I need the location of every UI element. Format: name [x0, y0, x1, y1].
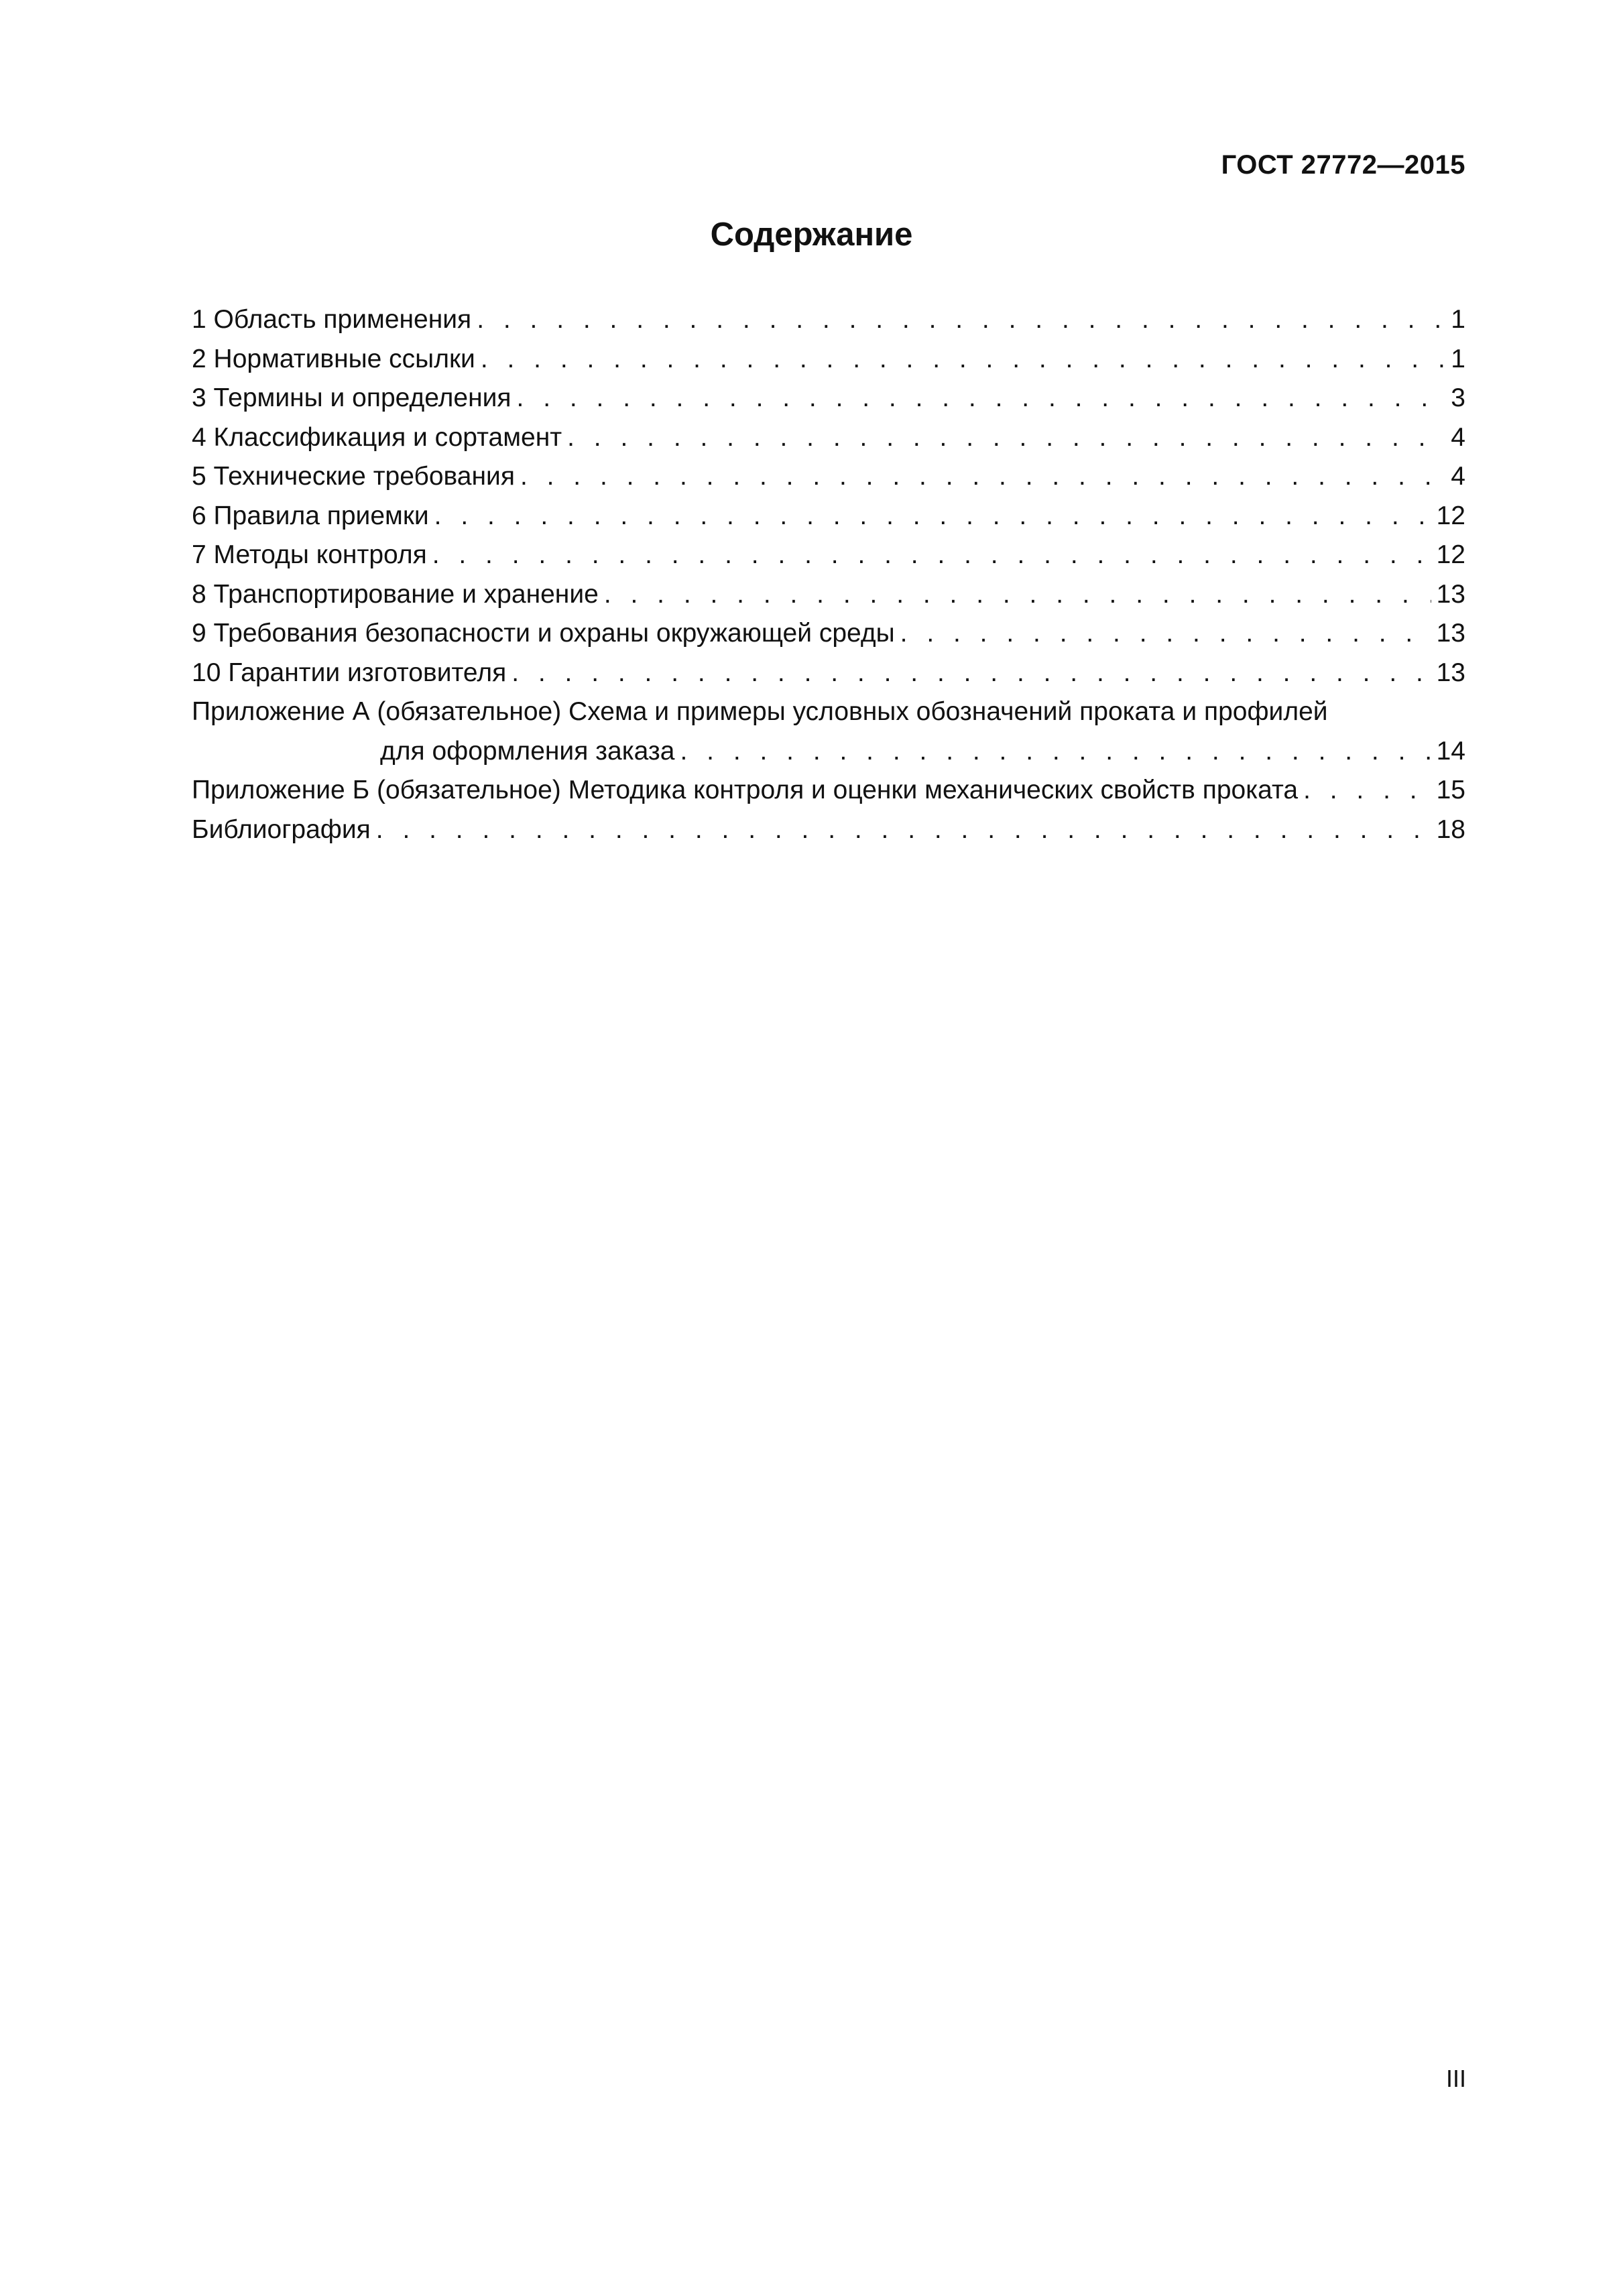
toc-entry-label: Библиография — [192, 814, 371, 844]
toc-entry-page: 1 — [1451, 344, 1465, 373]
toc-entry-appendix-a[interactable] — [192, 692, 1465, 771]
toc-entry-page: 4 — [1451, 422, 1465, 452]
toc-entry-page: 13 — [1436, 619, 1465, 648]
toc-dot-leader — [567, 418, 1445, 458]
toc-entry-label: 8 Транспортирование и хранение — [192, 579, 599, 609]
toc-entry[interactable] — [192, 654, 1465, 693]
toc-entry-page: 15 — [1436, 776, 1465, 804]
toc-dot-leader — [680, 732, 1431, 772]
toc-entry[interactable] — [192, 771, 1465, 810]
toc-entry[interactable] — [192, 536, 1465, 575]
toc-entry-label: 10 Гарантии изготовителя — [192, 658, 507, 687]
toc-entry-label: 9 Требования безопасности и охраны окружающей среды — [192, 619, 895, 648]
toc-entry-page: 14 — [1436, 736, 1465, 766]
toc-dot-leader — [432, 536, 1431, 575]
toc-entry[interactable] — [192, 810, 1465, 850]
toc-entry-page: 12 — [1436, 501, 1465, 530]
toc-entry-label-line1: Приложение А (обязательное) Схема и примеры условных обозначений проката и профилей — [192, 697, 1328, 726]
toc-entry-label: 5 Технические требования — [192, 462, 515, 491]
toc-entry[interactable] — [192, 575, 1465, 615]
toc-entry-page: 4 — [1451, 462, 1465, 491]
toc-entry-page: 1 — [1451, 305, 1465, 334]
toc-entry[interactable] — [192, 379, 1465, 418]
toc-entry-page: 18 — [1436, 814, 1465, 844]
toc-entry-page: 12 — [1436, 540, 1465, 569]
toc-entry-label-line2: для оформления заказа — [380, 736, 675, 766]
toc-entry-label: 7 Методы контроля — [192, 540, 427, 569]
toc-entry[interactable] — [192, 497, 1465, 536]
toc-title: Содержание — [710, 217, 913, 253]
toc-entry[interactable] — [192, 340, 1465, 379]
toc-dot-leader — [376, 810, 1431, 850]
toc-dot-leader — [481, 340, 1445, 379]
toc-entry-label: Приложение Б (обязательное) Методика контроля и оценки механических свойств проката — [192, 776, 1299, 804]
toc-dot-leader — [900, 614, 1431, 654]
toc-entry[interactable] — [192, 457, 1465, 497]
document-code: ГОСТ 27772—2015 — [1221, 150, 1465, 180]
toc-entry[interactable] — [192, 300, 1465, 340]
toc-entry-label: 6 Правила приемки — [192, 501, 429, 530]
toc-dot-leader — [477, 300, 1445, 340]
toc-entry-label: 2 Нормативные ссылки — [192, 344, 475, 373]
toc-entry[interactable] — [192, 418, 1465, 458]
toc-entry[interactable] — [192, 614, 1465, 654]
toc-dot-leader — [520, 457, 1445, 497]
toc-entry-page: 13 — [1436, 579, 1465, 609]
toc-entry-label: 4 Классификация и сортамент — [192, 422, 562, 452]
toc-entry-page: 3 — [1451, 383, 1465, 412]
toc-dot-leader — [1303, 771, 1431, 810]
toc-entry-label: 3 Термины и определения — [192, 383, 512, 412]
toc-dot-leader — [517, 379, 1446, 418]
toc-entry-page: 13 — [1436, 658, 1465, 687]
toc-dot-leader — [512, 654, 1431, 693]
toc-dot-leader — [434, 497, 1431, 536]
toc-dot-leader — [604, 575, 1431, 615]
toc-entry-label: 1 Область применения — [192, 305, 472, 334]
table-of-contents — [192, 300, 1465, 849]
page-number: III — [1445, 2065, 1466, 2092]
